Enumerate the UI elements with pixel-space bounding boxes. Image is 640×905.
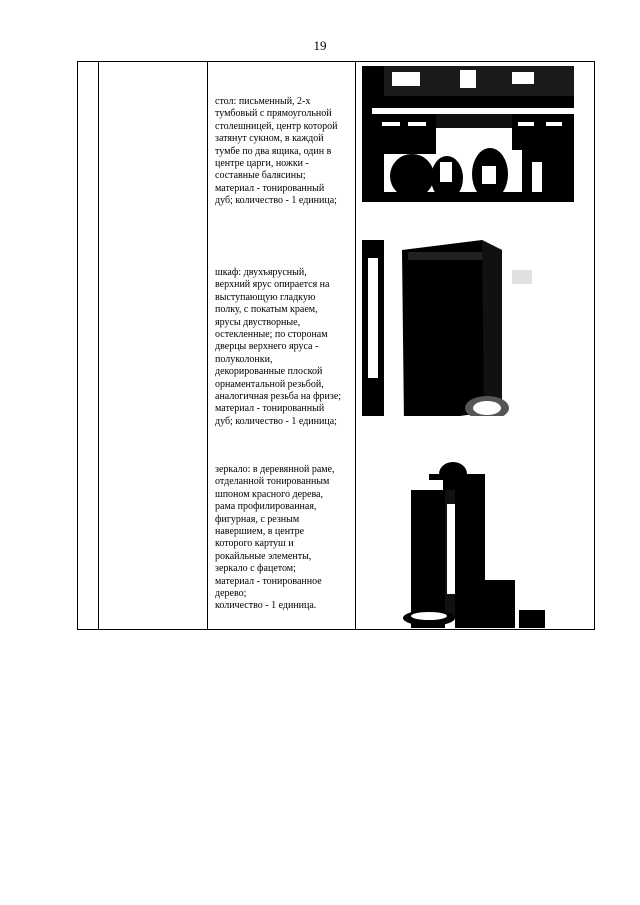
item-description-cabinet: шкаф: двухъярусный, верхний ярус опирается на выступающую гладкую полку, с покатым краем, ярусы двустворные, остекленные; по сторонам дверцы верхнего яруса - полуколонки, декорированные плоской орнаментальной резьбой, аналогичная резьба на фризе; материал - тонированный дуб; количество - 1 единица; [215,267,342,427]
column-divider [207,62,208,629]
page-number: 19 [313,38,327,53]
item-description-mirror: зеркало: в деревянной раме, отделанной тонированным шпоном красного дерева, рама профилированная, фигурная, с резным навершием, в центре которого картуш и рокайльные элементы, зеркало с фацетом; материал - тонированное дерево; количество - 1 единица. [215,464,335,612]
desk-photo-icon [362,66,574,202]
inventory-table [77,61,595,630]
cabinet-photo-icon [362,240,558,424]
column-divider [98,62,99,629]
mirror-photo-icon [389,460,545,628]
column-divider [355,62,356,629]
item-description-desk: стол: письменный, 2-х тумбовый с прямоугольной столешницей, центр которой затянут сукном, в каждой тумбе по два ящика, один в центре царги, ножки - составные балясины; материал - тонированный дуб; количество - 1 единица; [215,96,338,207]
